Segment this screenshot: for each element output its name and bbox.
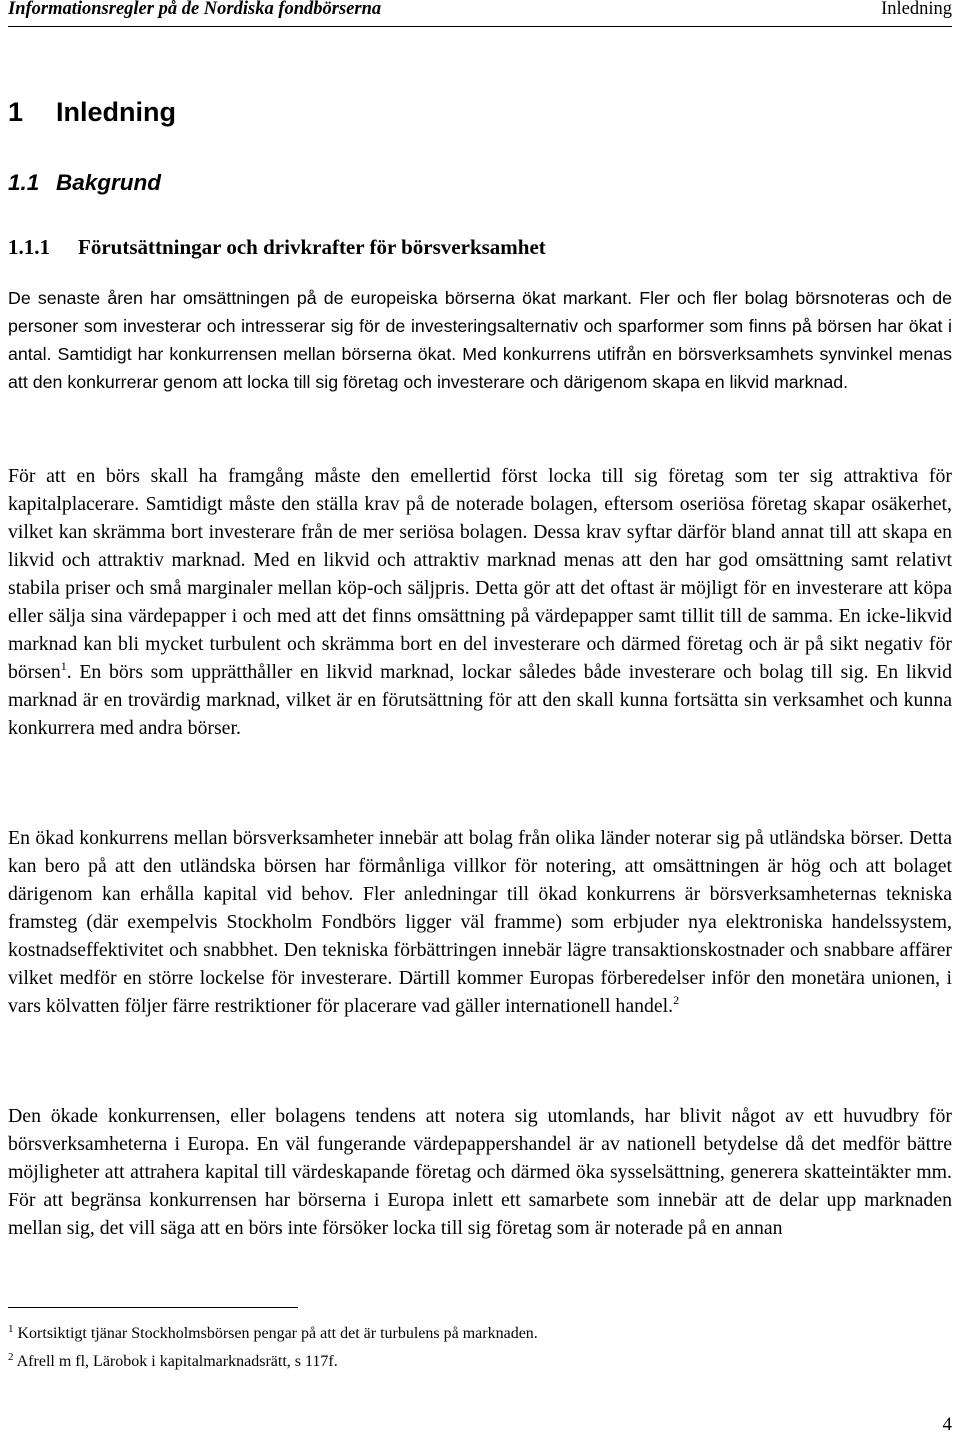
page-number: 4 [942,1414,952,1435]
paragraph-1: De senaste åren har omsättningen på de europeiska börserna ökat markant. Fler och fler bolag börsnoteras och de personer som investerar och intresserar sig för de investeringsalternativ och sparformer som finns på börsen har ökat i antal. Samtidigt har konkurrensen mellan börserna ökat. Med konkurrens utifrån en börsverksamhets synvinkel menas att den konkurrerar genom att locka till sig företag och investerare och därigenom skapa en likvid marknad. [8,288,952,392]
section-title: Bakgrund [56,170,162,195]
footnote-2-number: 2 [8,1351,14,1363]
footnote-ref-2: 2 [673,993,680,1007]
footnote-separator [8,1307,298,1308]
footnote-1-text: Kortsiktigt tjänar Stockholmsbörsen pengar på att det är turbulens på marknaden. [17,1325,538,1342]
section-number: 1.1 [8,170,40,195]
chapter-number: 1 [8,97,24,127]
footnote-ref-1: 1 [60,659,67,673]
section-heading [8,170,161,196]
header-chapter-title: Inledning [881,0,952,19]
footnote-2-text: Afrell m fl, Lärobok i kapitalmarknadsrätt, s 117f. [16,1353,338,1370]
chapter-heading [8,97,176,128]
footnote-1 [8,1324,538,1344]
footnote-2 [8,1352,338,1372]
subsection-number: 1.1.1 [8,235,50,259]
running-header [8,0,952,27]
header-document-title: Informationsregler på de Nordiska fondbörserna [8,0,382,19]
paragraph-4: Den ökade konkurrensen, eller bolagens tendens att notera sig utomlands, har blivit något av ett huvudbry för börsverksamheterna i Europa. En väl fungerande värdepappershandel är av nationell betydelse då det medför bättre möjligheter att attrahera kapital till värdeskapande företag och därmed öka sysselsättning, generera skatteintäkter mm. För att begränsa konkurrensen har börserna i Europa inlett ett samarbete som innebär att de delar upp marknaden mellan sig, det vill säga att en börs inte försöker locka till sig företag som är noterade på en annan [8,1105,952,1239]
paragraph-3 [8,824,952,1020]
paragraph-2-text-b: . En börs som upprätthåller en likvid marknad, lockar således både investerare och bolag till sig. En likvid marknad är en trovärdig marknad, vilket är en förutsättning för att den skall kunna fortsätta sin verksamhet och kunna konkurrera med andra börser. [8,661,952,739]
paragraph-3-text: En ökad konkurrens mellan börsverksamheter innebär att bolag från olika länder noterar sig på utländska börser. Detta kan bero på att den utländska börsen har förmånliga villkor för notering, att omsättningen är hög och att bolaget därigenom kan erhålla kapital vid behov. Fler anledningar till ökad konkurrens är börsverksamheternas tekniska framsteg (där exempelvis Stockholm Fondbörs ligger väl framme) som erbjuder nya elektroniska handelssystem, kostnadseffektivitet och snabbhet. Den tekniska förbättringen innebär lägre transaktionskostnader och snabbare affärer vilket medför en större lockelse för investerare. Därtill kommer Europas förberedelser inför den monetära unionen, i vars kölvatten följer färre restriktioner för placerare vad gäller internationell handel. [8,827,952,1017]
paragraph-2 [8,462,952,742]
subsection-heading [8,235,546,260]
paragraph-2-text-a: För att en börs skall ha framgång måste den emellertid först locka till sig företag som ter sig attraktiva för kapitalplacerare. Samtidigt måste den ställa krav på de noterade bolagen, eftersom oseriösa företag skapar osäkerhet, vilket kan skrämma bort investerare från de mer seriösa bolagen. Dessa krav syftar därför bland annat till att skapa en likvid och attraktiv marknad. Med en likvid och attraktiv marknad menas att den har god omsättning samt relativt stabila priser och små marginaler mellan köp-och säljpris. Detta gör att det oftast är möjligt för en investerare att köpa eller sälja sina värdepapper i och med att det finns omsättning på värdepapper samt tillit till de samma. En icke-likvid marknad kan bli mycket turbulent och skrämma bort en del investerare och därmed företag och är på sikt negativ för börsen [8,465,952,683]
subsection-title: Förutsättningar och drivkrafter för börsverksamhet [78,235,546,259]
footnote-1-number: 1 [8,1323,14,1335]
chapter-title: Inledning [56,97,176,127]
